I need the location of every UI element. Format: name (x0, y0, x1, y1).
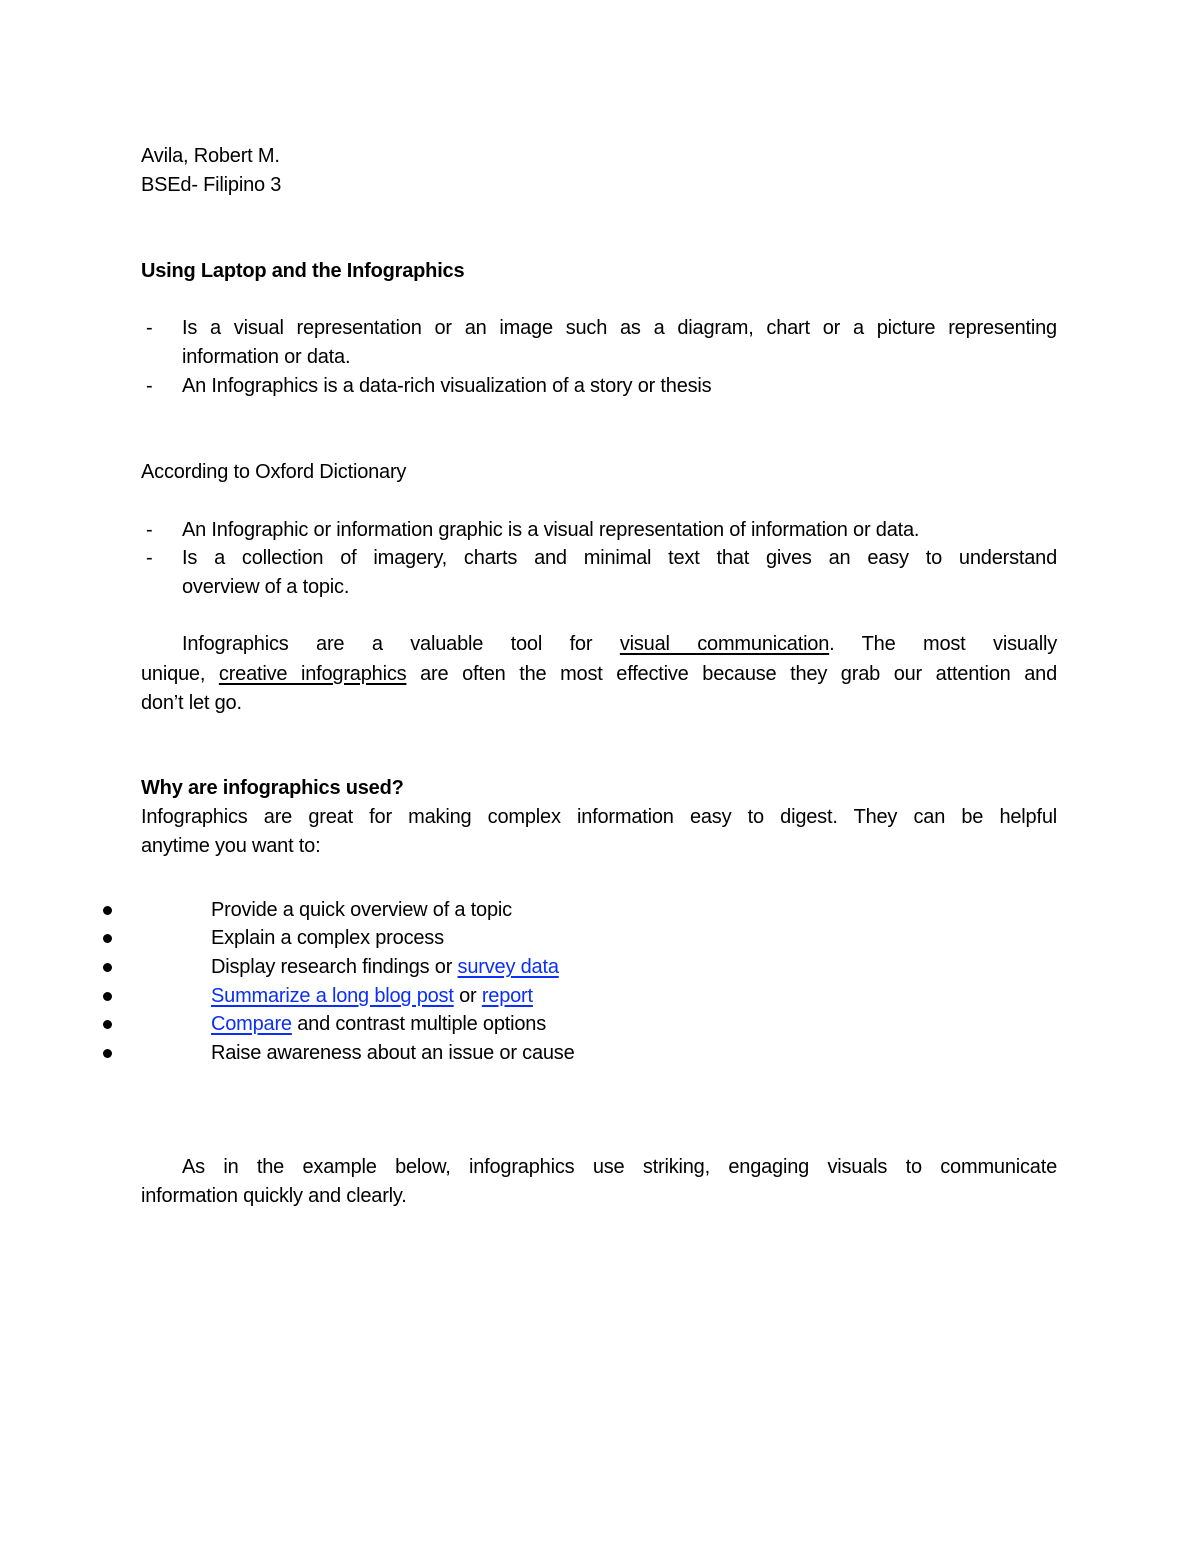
oxford-item-2-line-1: Is a collection of imagery, charts and minimal text that gives an easy to understand (182, 547, 1057, 569)
bullet-dot (103, 963, 112, 972)
paragraph-1-line-2 (141, 662, 1057, 686)
definition-item-2: An Infographics is a data-rich visualization of a story or thesis (182, 375, 712, 397)
bullet-item-6: Raise awareness about an issue or cause (211, 1042, 575, 1064)
creative-infographics-link[interactable]: creative infographics (218, 663, 407, 685)
definition-item-1-line-2: information or data. (182, 346, 351, 368)
section-title-infographics: Using Laptop and the Infographics (141, 260, 465, 282)
bullet-item-1: Provide a quick overview of a topic (211, 899, 512, 921)
summarize-blog-post-link[interactable]: Summarize a long blog post (211, 985, 454, 1007)
bullet-dot (103, 934, 112, 943)
closing-line-2: information quickly and clearly. (141, 1185, 407, 1207)
visual-communication-link[interactable]: visual communication (619, 633, 830, 655)
dash-marker: - (146, 375, 153, 397)
paragraph-text: unique, (141, 663, 206, 685)
closing-line-1: As in the example below, infographics use striking, engaging visuals to communicate (182, 1156, 1057, 1178)
dash-marker: - (146, 519, 153, 541)
bullet-dot (103, 992, 112, 1001)
bullet-text: or (459, 985, 477, 1007)
bullet-item-5 (211, 1012, 546, 1036)
paragraph-1-line-1 (182, 632, 1057, 656)
bullet-text: and contrast multiple options (297, 1013, 547, 1035)
paragraph-text: Infographics are a valuable tool for (182, 633, 593, 655)
course-label: BSEd- Filipino 3 (141, 174, 282, 196)
survey-data-link[interactable]: survey data (457, 956, 559, 978)
paragraph-text: . The most visually (829, 633, 1057, 655)
bullet-dot (103, 906, 112, 915)
dash-marker: - (146, 317, 153, 339)
bullet-text: Display research findings or (211, 956, 453, 978)
oxford-item-2-line-2: overview of a topic. (182, 576, 350, 598)
compare-link[interactable]: Compare (211, 1013, 292, 1035)
bullet-item-2: Explain a complex process (211, 927, 444, 949)
section-title-why: Why are infographics used? (141, 777, 404, 799)
why-intro-line-1: Infographics are great for making complex information easy to digest. They can be helpful (141, 806, 1057, 828)
bullet-item-3 (211, 955, 559, 979)
bullet-dot (103, 1020, 112, 1029)
oxford-item-1: An Infographic or information graphic is a visual representation of information or data. (182, 519, 920, 541)
definition-item-1-line-1: Is a visual representation or an image such as a diagram, chart or a picture representing (182, 317, 1057, 339)
bullet-dot (103, 1049, 112, 1058)
why-intro-line-2: anytime you want to: (141, 835, 321, 857)
paragraph-text: are often the most effective because they grab our attention and (420, 663, 1058, 685)
author-name: Avila, Robert M. (141, 145, 280, 167)
dash-marker: - (146, 547, 153, 569)
report-link[interactable]: report (481, 985, 533, 1007)
section-title-oxford: According to Oxford Dictionary (141, 461, 407, 483)
paragraph-1-line-3: don’t let go. (141, 692, 242, 714)
bullet-item-4 (211, 984, 533, 1008)
